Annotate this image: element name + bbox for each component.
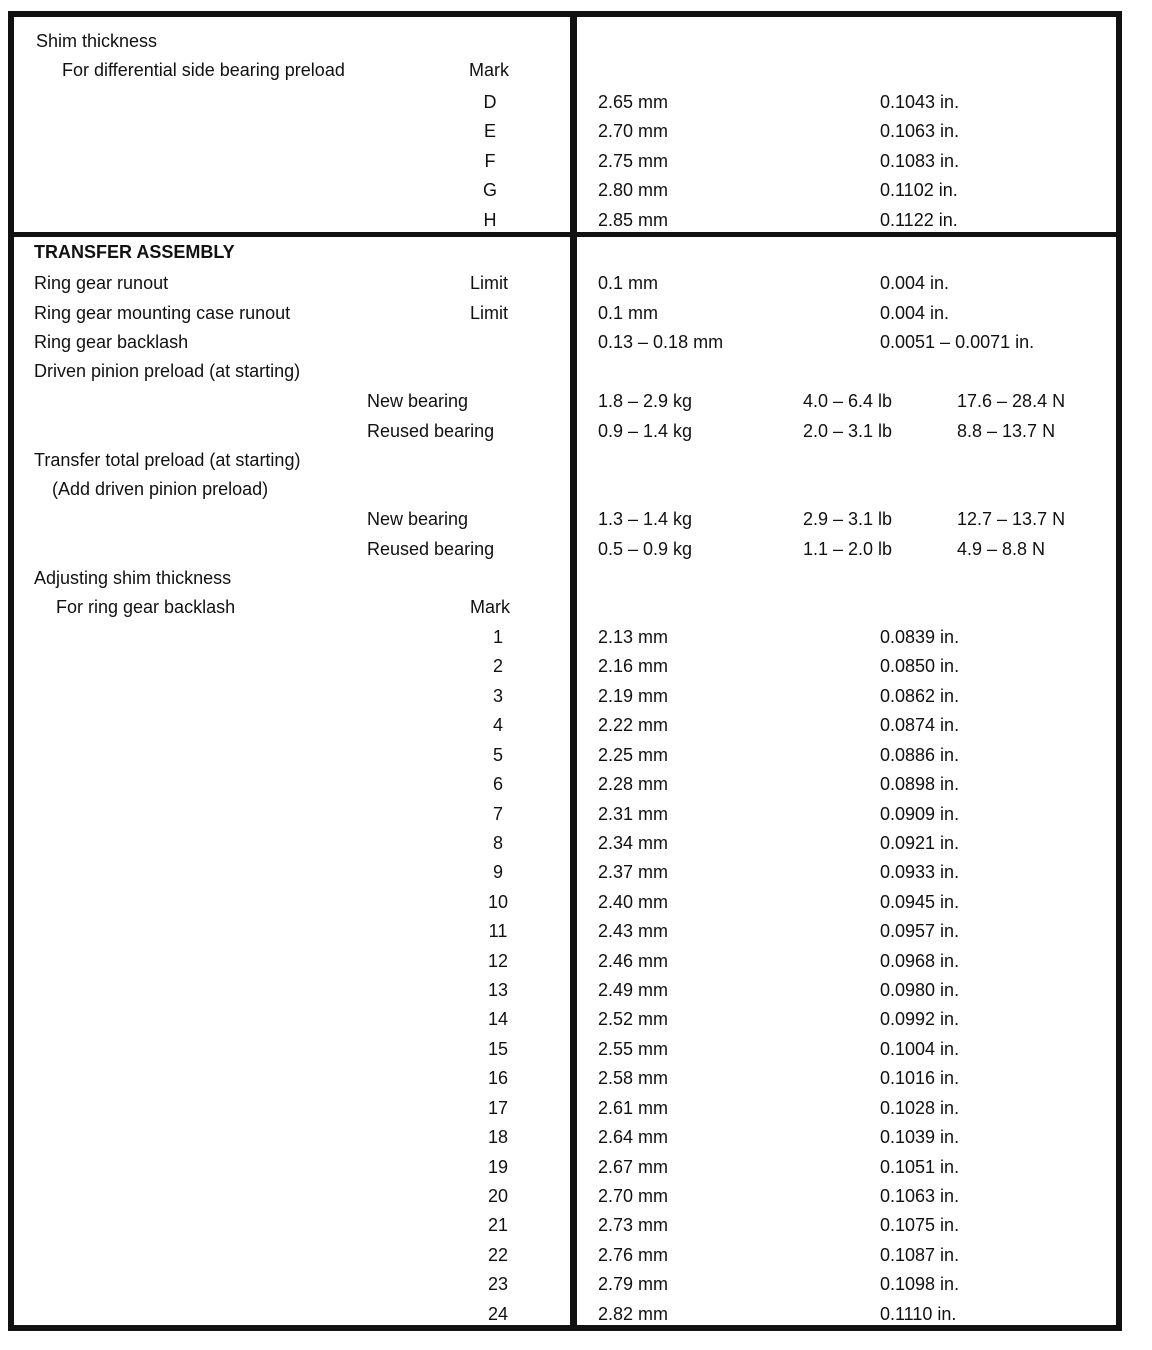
inch-cell: 0.0886 in. [880, 745, 960, 765]
inch-cell: 0.1083 in. [880, 151, 960, 171]
mm-cell: 2.43 mm [598, 921, 669, 941]
inch-cell: 0.0874 in. [880, 715, 960, 735]
inch-cell: 0.1075 in. [880, 1215, 960, 1235]
mark-header: Mark [469, 60, 509, 80]
mark-cell: 14 [487, 1009, 509, 1029]
mm-cell: 2.70 mm [598, 1186, 669, 1206]
mark-cell: D [483, 92, 497, 112]
mm-cell: 2.46 mm [598, 951, 669, 971]
inch-cell: 0.1043 in. [880, 92, 960, 112]
kg-cell: 1.3 – 1.4 kg [598, 509, 693, 529]
mm-cell: 2.75 mm [598, 151, 669, 171]
mark-cell: 11 [488, 921, 508, 941]
inch-cell: 0.0933 in. [880, 862, 960, 882]
newton-cell: 12.7 – 13.7 N [957, 509, 1066, 529]
inch-cell: 0.1051 in. [880, 1157, 960, 1177]
inch-cell: 0.0957 in. [880, 921, 960, 941]
lb-cell: 4.0 – 6.4 lb [803, 391, 893, 411]
mm-cell: 2.13 mm [598, 627, 669, 647]
inch-cell: 0.004 in. [880, 273, 950, 293]
newton-cell: 17.6 – 28.4 N [957, 391, 1066, 411]
mark-cell: 15 [487, 1039, 509, 1059]
mm-cell: 2.37 mm [598, 862, 669, 882]
inch-cell: 0.0850 in. [880, 656, 960, 676]
mark-cell: 3 [492, 686, 503, 706]
inch-cell: 0.0980 in. [880, 980, 960, 1000]
inch-cell: 0.1110 in. [880, 1304, 957, 1324]
mm-cell: 2.85 mm [598, 210, 669, 230]
spec-qualifier: Limit [470, 273, 509, 293]
mm-cell: 0.13 – 0.18 mm [598, 332, 724, 352]
mark-cell: 4 [492, 715, 503, 735]
mark-cell: 23 [487, 1274, 509, 1294]
newton-cell: 8.8 – 13.7 N [957, 421, 1056, 441]
section-title-transfer-assembly: TRANSFER ASSEMBLY [34, 242, 235, 262]
mm-cell: 2.22 mm [598, 715, 669, 735]
mark-cell: 5 [492, 745, 503, 765]
mm-cell: 2.73 mm [598, 1215, 669, 1235]
adjusting-shim-subtitle: For ring gear backlash [56, 597, 236, 617]
spec-table-frame [8, 11, 1122, 1331]
spec-label: Ring gear runout [34, 273, 169, 293]
mm-cell: 2.52 mm [598, 1009, 669, 1029]
transfer-total-preload-sublabel: (Add driven pinion preload) [52, 479, 269, 499]
lb-cell: 1.1 – 2.0 lb [803, 539, 893, 559]
shim-thickness-title: Shim thickness [36, 31, 158, 51]
mm-cell: 2.19 mm [598, 686, 669, 706]
mark-cell: G [482, 180, 497, 200]
bearing-label: Reused bearing [367, 539, 495, 559]
mm-cell: 2.58 mm [598, 1068, 669, 1088]
mark-cell: 1 [492, 627, 503, 647]
newton-cell: 4.9 – 8.8 N [957, 539, 1046, 559]
mm-cell: 2.40 mm [598, 892, 669, 912]
mm-cell: 2.49 mm [598, 980, 669, 1000]
inch-cell: 0.1028 in. [880, 1098, 960, 1118]
mark-cell: 17 [487, 1098, 509, 1118]
mark-cell: 13 [487, 980, 509, 1000]
inch-cell: 0.0839 in. [880, 627, 960, 647]
mark-header-ring-gear: Mark [470, 597, 510, 617]
mark-cell: 18 [487, 1127, 509, 1147]
mm-cell: 2.34 mm [598, 833, 669, 853]
inch-cell: 0.0862 in. [880, 686, 960, 706]
spec-qualifier: Limit [470, 303, 509, 323]
inch-cell: 0.1039 in. [880, 1127, 960, 1147]
inch-cell: 0.1016 in. [880, 1068, 960, 1088]
mark-cell: 16 [487, 1068, 509, 1088]
section-divider [14, 232, 1116, 237]
mm-cell: 2.67 mm [598, 1157, 669, 1177]
adjusting-shim-title: Adjusting shim thickness [34, 568, 232, 588]
inch-cell: 0.1102 in. [880, 180, 958, 200]
transfer-total-preload-label: Transfer total preload (at starting) [34, 450, 301, 470]
mark-cell: 9 [492, 862, 503, 882]
mark-cell: 24 [487, 1304, 509, 1324]
shim-thickness-subtitle: For differential side bearing preload [62, 60, 345, 80]
mm-cell: 2.76 mm [598, 1245, 669, 1265]
lb-cell: 2.9 – 3.1 lb [803, 509, 893, 529]
mm-cell: 2.80 mm [598, 180, 669, 200]
mark-cell: 21 [487, 1215, 509, 1235]
inch-cell: 0.1098 in. [880, 1274, 960, 1294]
mark-cell: 19 [487, 1157, 509, 1177]
mm-cell: 2.55 mm [598, 1039, 669, 1059]
inch-cell: 0.1087 in. [880, 1245, 960, 1265]
inch-cell: 0.0909 in. [880, 804, 960, 824]
kg-cell: 0.5 – 0.9 kg [598, 539, 693, 559]
mark-cell: F [484, 151, 496, 171]
mark-cell: 7 [492, 804, 503, 824]
bearing-label: New bearing [367, 509, 469, 529]
mark-cell: 22 [487, 1245, 509, 1265]
inch-cell: 0.004 in. [880, 303, 950, 323]
mm-cell: 0.1 mm [598, 303, 659, 323]
mark-cell: 20 [487, 1186, 509, 1206]
mm-cell: 2.64 mm [598, 1127, 669, 1147]
inch-cell: 0.0051 – 0.0071 in. [880, 332, 1035, 352]
inch-cell: 0.1122 in. [880, 210, 958, 230]
inch-cell: 0.1004 in. [880, 1039, 960, 1059]
inch-cell: 0.0992 in. [880, 1009, 960, 1029]
mm-cell: 2.70 mm [598, 121, 669, 141]
kg-cell: 1.8 – 2.9 kg [598, 391, 693, 411]
spec-label: Ring gear backlash [34, 332, 189, 352]
mark-cell: H [483, 210, 497, 230]
lb-cell: 2.0 – 3.1 lb [803, 421, 893, 441]
mm-cell: 2.31 mm [598, 804, 669, 824]
mm-cell: 2.79 mm [598, 1274, 669, 1294]
bearing-label: Reused bearing [367, 421, 495, 441]
mark-cell: 2 [492, 656, 503, 676]
inch-cell: 0.1063 in. [880, 121, 960, 141]
mark-cell: 12 [487, 951, 509, 971]
inch-cell: 0.0945 in. [880, 892, 960, 912]
mm-cell: 2.16 mm [598, 656, 669, 676]
inch-cell: 0.0921 in. [880, 833, 960, 853]
inch-cell: 0.0898 in. [880, 774, 960, 794]
driven-pinion-preload-label: Driven pinion preload (at starting) [34, 361, 301, 381]
kg-cell: 0.9 – 1.4 kg [598, 421, 693, 441]
column-divider [570, 17, 577, 1325]
mm-cell: 2.82 mm [598, 1304, 669, 1324]
mark-cell: E [483, 121, 496, 141]
mark-cell: 10 [487, 892, 509, 912]
inch-cell: 0.0968 in. [880, 951, 960, 971]
inch-cell: 0.1063 in. [880, 1186, 960, 1206]
spec-label: Ring gear mounting case runout [34, 303, 291, 323]
mm-cell: 0.1 mm [598, 273, 659, 293]
mm-cell: 2.61 mm [598, 1098, 669, 1118]
mm-cell: 2.28 mm [598, 774, 669, 794]
mark-cell: 8 [492, 833, 503, 853]
mm-cell: 2.65 mm [598, 92, 669, 112]
mm-cell: 2.25 mm [598, 745, 669, 765]
mark-cell: 6 [492, 774, 503, 794]
bearing-label: New bearing [367, 391, 469, 411]
